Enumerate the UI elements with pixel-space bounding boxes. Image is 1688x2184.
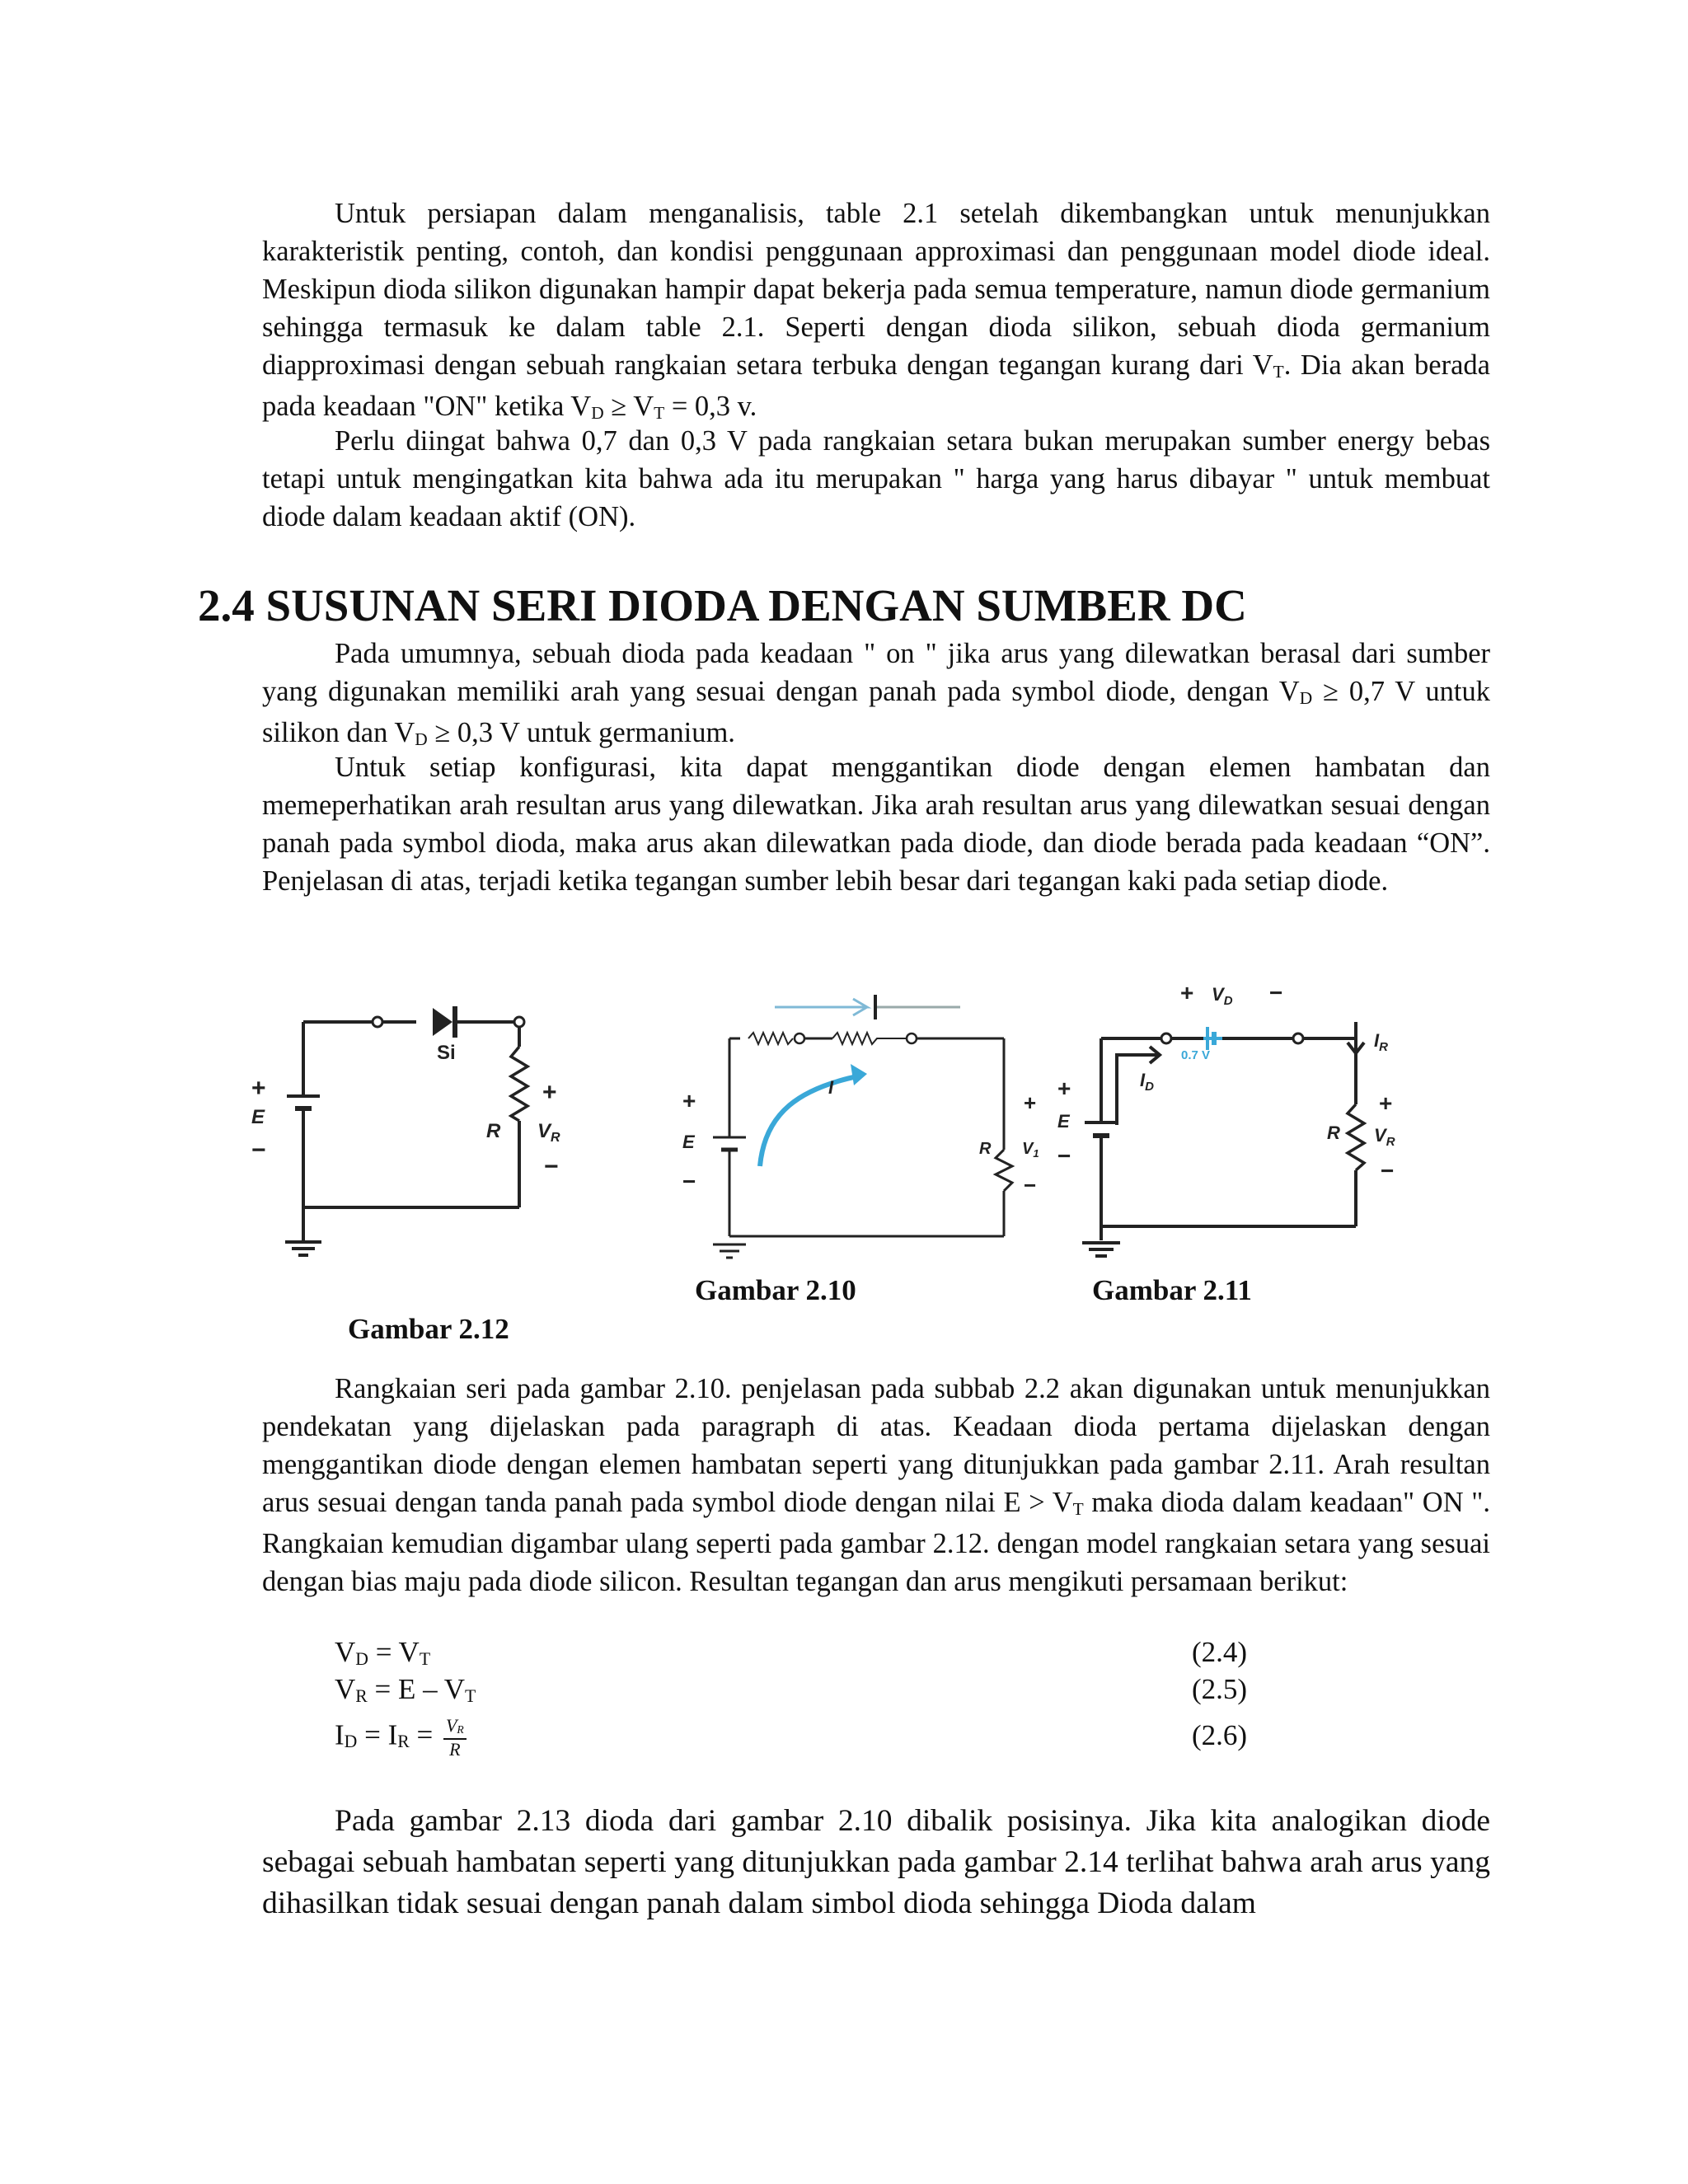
section-heading: 2.4 SUSUNAN SERI DIODA DENGAN SUMBER DC bbox=[198, 580, 1247, 630]
minus-sign: − bbox=[1269, 980, 1283, 1005]
plus-sign: + bbox=[682, 1088, 696, 1113]
paragraph-intro: Untuk persiapan dalam menganalisis, table 2.1 setelah dikembangkan untuk menunjukkan karakteristik penting, contoh, dan kondisi penggunaan approximasi dan penggunaan model diode ideal. Meskipun dioda silikon digunakan hampir dapat bekerja pada semua temperature, namun diode germanium sehingga termasuk ke dalam table 2.1. Seperti dengan dioda silikon, sebuah dioda germanium diapproximasi dengan sebuah rangkaian setara terbuka dengan tegangan kurang dari $V_T$. Dia akan berada pada keadaan "ON" ketika $V_D \ge V_T = 0,3$ v. bbox=[262, 198, 1490, 423]
resistor-label: R bbox=[1327, 1122, 1340, 1143]
plus-sign: + bbox=[1180, 980, 1194, 1005]
plus-sign: + bbox=[1057, 1076, 1071, 1101]
equation-2-4: $V_D = V_T$ bbox=[335, 1636, 431, 1669]
diode-symbol bbox=[433, 1008, 452, 1036]
voltage-label: $V_R$ bbox=[1374, 1125, 1395, 1149]
minus-sign: − bbox=[544, 1153, 559, 1180]
resistor-label: R bbox=[979, 1140, 992, 1158]
plus-sign: + bbox=[1379, 1090, 1393, 1116]
current-label: I bbox=[828, 1077, 834, 1098]
diode-drop-label: 0.7 V bbox=[1181, 1048, 1211, 1062]
diode-current-label: $I_D$ bbox=[1140, 1070, 1154, 1094]
equation-number: (2.6) bbox=[1192, 1719, 1248, 1751]
resistor-label: R bbox=[486, 1120, 501, 1142]
paragraph-reverse: Pada gambar 2.13 dioda dari gambar 2.10 dibalik posisinya. Jika kita analogikan diode sebagai sebuah hambatan seperti yang ditunjukkan pada gambar 2.14 terlihat bahwa arah arus yang dihasilkan tidak sesuai dengan panah dalam simbol dioda sehingga Dioda dalam bbox=[262, 1804, 1490, 1920]
source-label: E bbox=[682, 1132, 695, 1152]
current-arrow bbox=[760, 1076, 861, 1166]
equation-number: (2.4) bbox=[1192, 1636, 1248, 1668]
circuit-figure-2-10 bbox=[239, 985, 635, 1282]
terminal-node bbox=[373, 1017, 382, 1027]
voltage-label: $V_R$ bbox=[537, 1120, 560, 1145]
equation-number: (2.5) bbox=[1192, 1673, 1248, 1705]
plus-sign: + bbox=[1024, 1090, 1037, 1115]
paragraph-series: Pada umumnya, sebuah dioda pada keadaan " on " jika arus yang dilewatkan berasal dari sumber yang digunakan memiliki arah yang sesuai dengan panah pada symbol diode, dengan $V_D \ge 0,7$ V untuk silikon dan $V_D \ge 0,3$ V untuk germanium. bbox=[262, 638, 1490, 749]
resistor-current-label: $I_R$ bbox=[1374, 1030, 1388, 1054]
circuit-figure-2-11 bbox=[668, 985, 1063, 1282]
minus-sign: − bbox=[682, 1169, 696, 1194]
terminal-node bbox=[514, 1017, 524, 1027]
source-label: E bbox=[251, 1106, 265, 1128]
plus-sign: + bbox=[251, 1075, 266, 1102]
caption-figure-2-10: Gambar 2.10 bbox=[695, 1274, 856, 1306]
source-label: E bbox=[1057, 1111, 1070, 1132]
fraction: $\frac{V_R}{R}$ bbox=[443, 1716, 467, 1760]
caption-figure-2-12: Gambar 2.12 bbox=[348, 1313, 509, 1345]
paragraph-configuration: Untuk setiap konfigurasi, kita dapat menggantikan diode dengan elemen hambatan dan memeperhatikan arah resultan arus yang dilewatkan. Jika arah resultan arus yang dilewatkan sesuai dengan panah pada symbol dioda, maka arus akan dilewatkan pada diode, dan diode berada pada keadaan “ON”. Penjelasan di atas, terjadi ketika tegangan sumber lebih besar dari tegangan kaki pada setiap diode. bbox=[262, 752, 1490, 897]
minus-sign: − bbox=[1057, 1143, 1071, 1169]
minus-sign: − bbox=[1381, 1158, 1395, 1183]
paragraph-note: Perlu diingat bahwa 0,7 dan 0,3 V pada rangkaian setara bukan merupakan sumber energy bebas tetapi untuk mengingatkan kita bahwa ada itu merupakan " harga yang harus dibayar " untuk membuat diode dalam keadaan aktif (ON). bbox=[262, 425, 1490, 532]
minus-sign: − bbox=[1024, 1173, 1037, 1197]
circuit-figure-2-12 bbox=[1034, 981, 1447, 1277]
plus-sign: + bbox=[542, 1079, 557, 1106]
minus-sign: − bbox=[251, 1137, 266, 1164]
diode-label: Si bbox=[437, 1042, 456, 1064]
caption-figure-2-11: Gambar 2.11 bbox=[1092, 1274, 1252, 1306]
equation-2-5: $V_R = E - V_T$ bbox=[335, 1673, 476, 1706]
equation-2-6: $I_D = I_R$ = $\frac{V_R}{R}$ bbox=[335, 1716, 467, 1760]
paragraph-analysis: Rangkaian seri pada gambar 2.10. penjelasan pada subbab 2.2 akan digunakan untuk menunjukkan pendekatan yang dijelaskan pada paragraph di atas. Keadaan dioda pertama dijelaskan dengan menggantikan diode dengan elemen hambatan seperti yang ditunjukkan pada gambar 2.11. Arah resultan arus sesuai dengan tanda panah pada symbol diode dengan nilai $E > V_T$ maka dioda dalam keadaan" ON ". Rangkaian kemudian digambar ulang seperti pada gambar 2.12. dengan model rangkaian setara yang sesuai dengan bias maju pada diode silicon. Resultan tegangan dan arus mengikuti persamaan berikut: bbox=[262, 1373, 1491, 1597]
voltage-label: $V_1$ bbox=[1022, 1140, 1039, 1160]
diode-voltage-label: $V_D$ bbox=[1212, 984, 1233, 1008]
